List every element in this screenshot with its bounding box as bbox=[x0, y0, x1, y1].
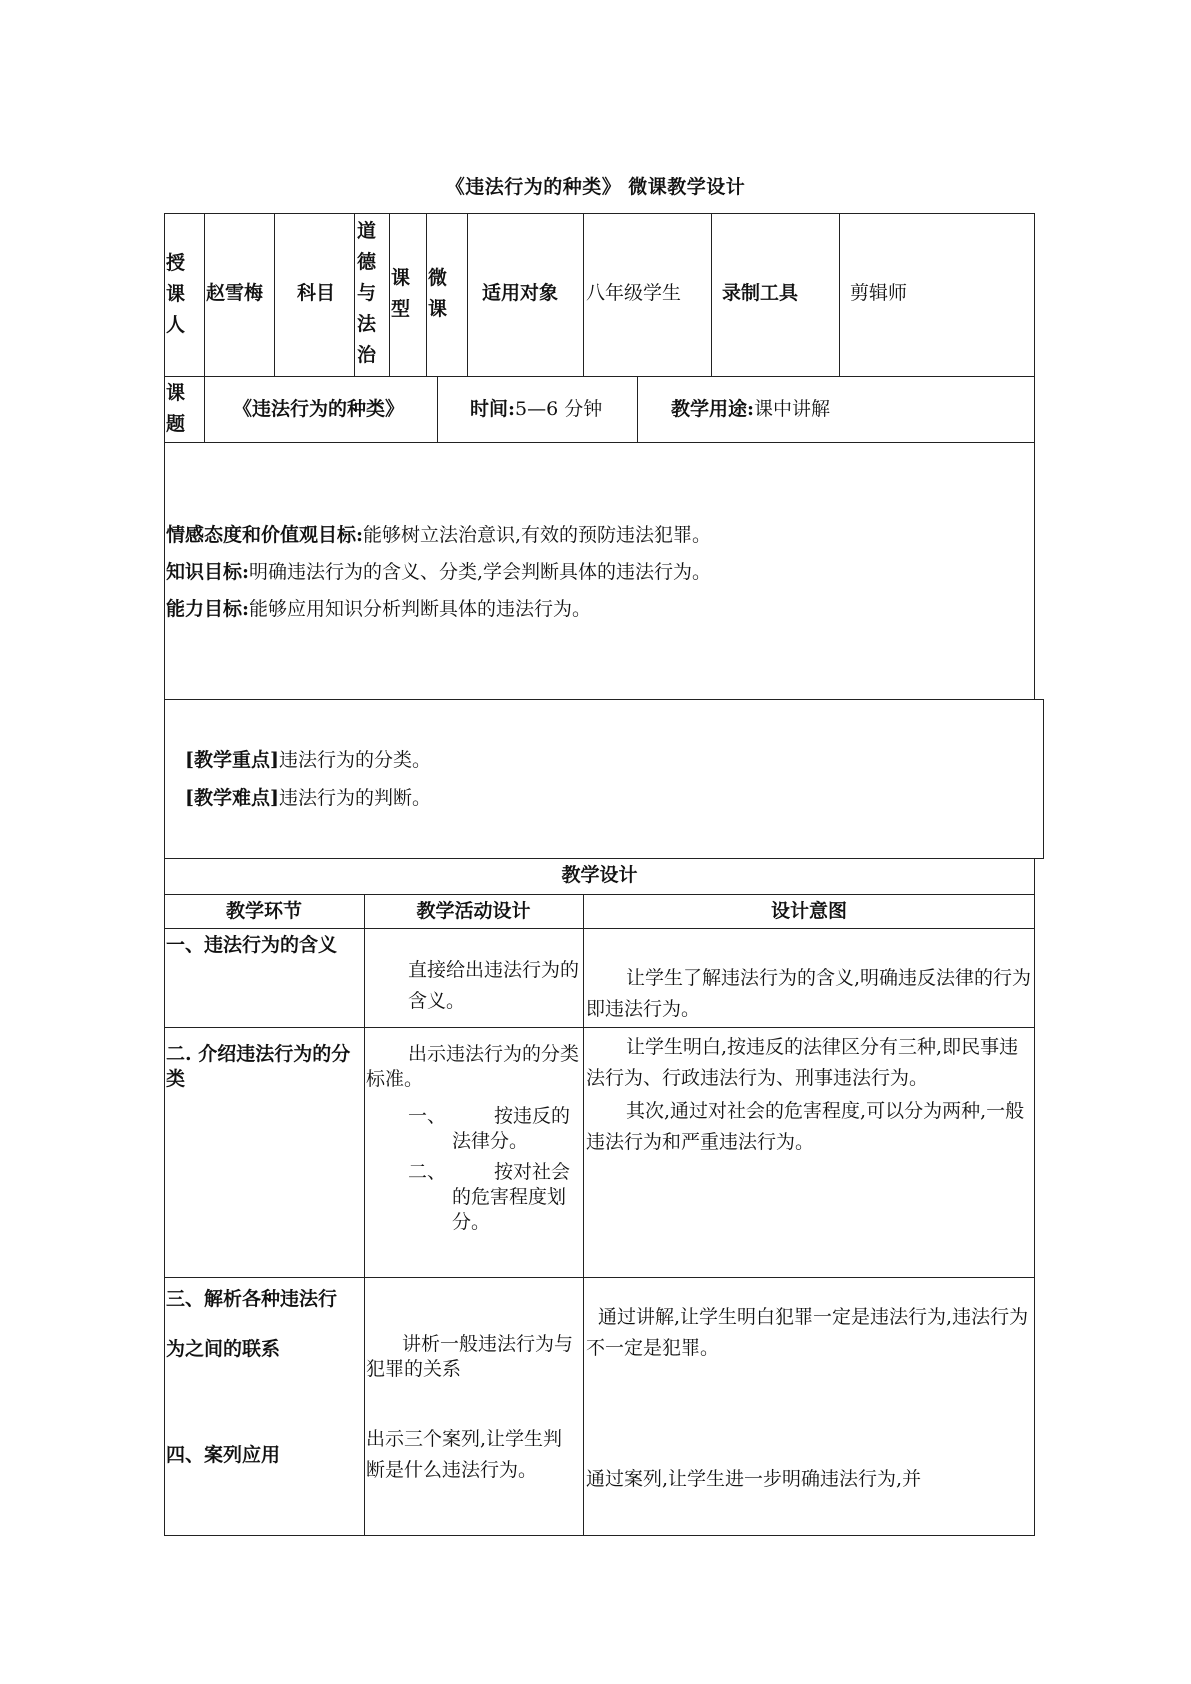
goal-emotion-label: 情感态度和价值观目标: bbox=[166, 524, 364, 546]
document-title: 《违法行为的种类》 微课教学设计 bbox=[445, 176, 746, 198]
row2-item2-num: 二、 bbox=[408, 1161, 447, 1183]
focus-key: [教学重点]违法行为的分类。 bbox=[185, 749, 431, 771]
type-label: 课型 bbox=[391, 267, 411, 320]
topic-label: 课题 bbox=[166, 382, 186, 435]
row1-intent: 让学生了解违法行为的含义,明确违反法律的行为即违法行为。 bbox=[586, 967, 1032, 1020]
row3-activity2: 出示三个案列,让学生判断是什么违法行为。 bbox=[366, 1428, 563, 1481]
row2-activity-intro: 出示违法行为的分类标准。 bbox=[366, 1043, 580, 1090]
goal-knowledge-label: 知识目标: bbox=[166, 561, 250, 583]
design-heading: 教学设计 bbox=[561, 864, 638, 886]
row3-intent2: 通过案列,让学生进一步明确违法行为,并 bbox=[586, 1468, 922, 1490]
row3-stage-l1: 三、解析各种违法行 bbox=[166, 1288, 338, 1310]
time-field bbox=[470, 394, 602, 425]
row3-stage2: 四、案列应用 bbox=[166, 1444, 281, 1466]
tool-value: 剪辑师 bbox=[850, 282, 908, 304]
row2-stage: 二. 介绍违法行为的分类 bbox=[166, 1043, 351, 1090]
row3-stage-l2: 为之间的联系 bbox=[166, 1338, 281, 1360]
row2-item1: 按违反的法律分。 bbox=[452, 1105, 571, 1152]
audience-label: 适用对象 bbox=[482, 282, 559, 304]
time-label: 时间: bbox=[470, 398, 516, 420]
focus-difficult: [教学难点]违法行为的判断。 bbox=[185, 787, 431, 809]
col-activity-header: 教学活动设计 bbox=[416, 900, 531, 922]
row1-activity: 直接给出违法行为的含义。 bbox=[408, 959, 580, 1012]
row2-intent-p1: 让学生明白,按违反的法律区分有三种,即民事违法行为、行政违法行为、刑事违法行为。 bbox=[586, 1036, 1019, 1089]
row1-stage: 一、违法行为的含义 bbox=[166, 934, 338, 956]
subject-value: 道德与法治 bbox=[357, 220, 377, 366]
teacher-name: 赵雪梅 bbox=[206, 282, 264, 304]
row3-intent: 通过讲解,让学生明白犯罪一定是违法行为,违法行为不一定是犯罪。 bbox=[586, 1306, 1029, 1359]
subject-label: 科目 bbox=[297, 282, 336, 304]
use-field bbox=[671, 394, 830, 425]
goal-ability: 能力目标:能够应用知识分析判断具体的违法行为。 bbox=[166, 598, 592, 620]
tool-label: 录制工具 bbox=[722, 282, 799, 304]
use-value: 课中讲解 bbox=[754, 398, 831, 420]
type-value: 微课 bbox=[428, 267, 448, 320]
col-intent-header: 设计意图 bbox=[770, 900, 847, 922]
focus-section bbox=[164, 699, 1044, 859]
goal-emotion: 情感态度和价值观目标:能够树立法治意识,有效的预防违法犯罪。 bbox=[166, 524, 712, 546]
use-label: 教学用途: bbox=[671, 398, 755, 420]
audience-value: 八年级学生 bbox=[586, 282, 682, 304]
teacher-label: 授课人 bbox=[166, 252, 186, 336]
time-value: 5—6 分钟 bbox=[515, 398, 603, 420]
topic-value: 《违法行为的种类》 bbox=[233, 398, 405, 420]
row2-item2: 按对社会的危害程度划分。 bbox=[452, 1161, 571, 1233]
row2-intent-p2: 其次,通过对社会的危害程度,可以分为两种,一般违法行为和严重违法行为。 bbox=[586, 1100, 1025, 1153]
row2-item1-num: 一、 bbox=[408, 1105, 447, 1127]
focus-key-label: [教学重点] bbox=[185, 749, 279, 771]
goal-knowledge: 知识目标:明确违法行为的含义、分类,学会判断具体的违法行为。 bbox=[166, 561, 712, 583]
row3-activity: 讲析一般违法行为与犯罪的关系 bbox=[366, 1333, 574, 1380]
focus-difficult-label: [教学难点] bbox=[185, 787, 279, 809]
col-stage-header: 教学环节 bbox=[225, 900, 302, 922]
goal-ability-label: 能力目标: bbox=[166, 598, 250, 620]
